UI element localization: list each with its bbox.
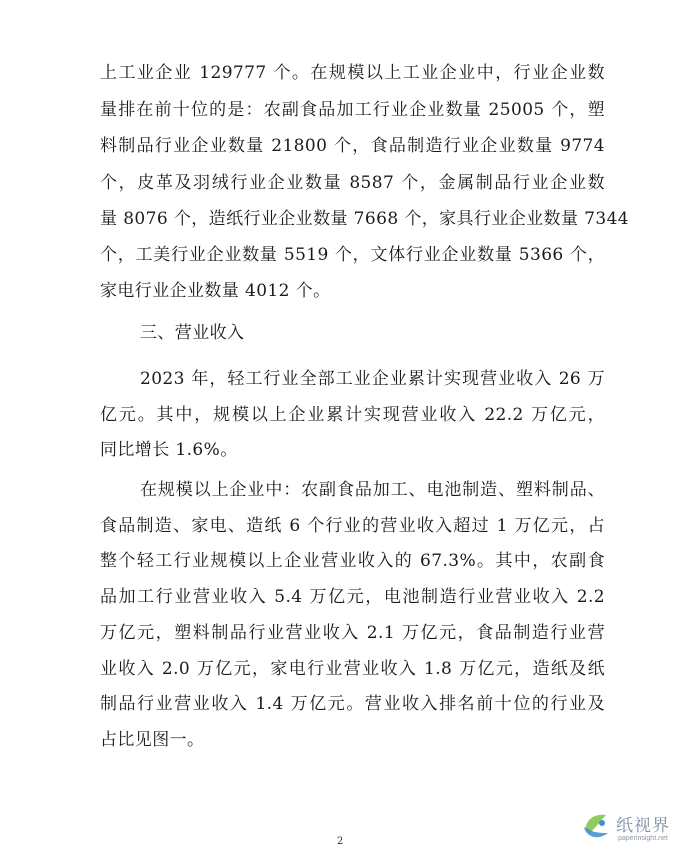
page-number: 2 [336,836,344,847]
text-line: 同比增长 1.6%。 [100,440,238,460]
text-line: 整个轻工行业规模以上企业营业收入的 67.3%。其中，农副食 [100,551,605,571]
watermark-url: paperinsight.net [618,835,668,842]
watermark [580,803,680,853]
text-line: 业收入 2.0 万亿元，家电行业营业收入 1.8 万亿元，造纸及纸 [100,659,605,679]
text-line: 亿元。其中，规模以上企业累计实现营业收入 22.2 万亿元， [100,405,605,425]
text-line: 品加工行业营业收入 5.4 万亿元，电池制造行业营业收入 2.2 [100,587,605,607]
text-line: 量排在前十位的是：农副食品加工行业企业数量 25005 个，塑 [100,100,605,120]
text-line: 2023 年，轻工行业全部工业企业累计实现营业收入 26 万 [140,369,605,389]
text-line: 量 8076 个，造纸行业企业数量 7668 个，家具行业企业数量 7344 [100,209,630,229]
text-line: 上工业企业 129777 个。在规模以上工业企业中，行业企业数 [100,63,605,83]
text-line: 料制品行业企业数量 21800 个，食品制造行业企业数量 9774 [100,136,605,156]
text-line: 占比见图一。 [100,730,205,750]
section-heading: 三、营业收入 [140,323,245,343]
text-line: 个，皮革及羽绒行业企业数量 8587 个，金属制品行业企业数 [100,173,605,193]
text-line: 制品行业营业收入 1.4 万亿元。营业收入排名前十位的行业及 [100,694,605,714]
text-line: 个，工美行业企业数量 5519 个，文体行业企业数量 5366 个， [100,245,605,265]
leaf-swirl-icon [580,809,614,843]
watermark-name: 纸视界 [616,816,670,836]
text-line: 在规模以上企业中：农副食品加工、电池制造、塑料制品、 [140,480,605,500]
text-line: 食品制造、家电、造纸 6 个行业的营业收入超过 1 万亿元，占 [100,516,605,536]
text-line: 家电行业企业数量 4012 个。 [100,281,331,301]
text-line: 万亿元，塑料制品行业营业收入 2.1 万亿元，食品制造行业营 [100,623,605,643]
